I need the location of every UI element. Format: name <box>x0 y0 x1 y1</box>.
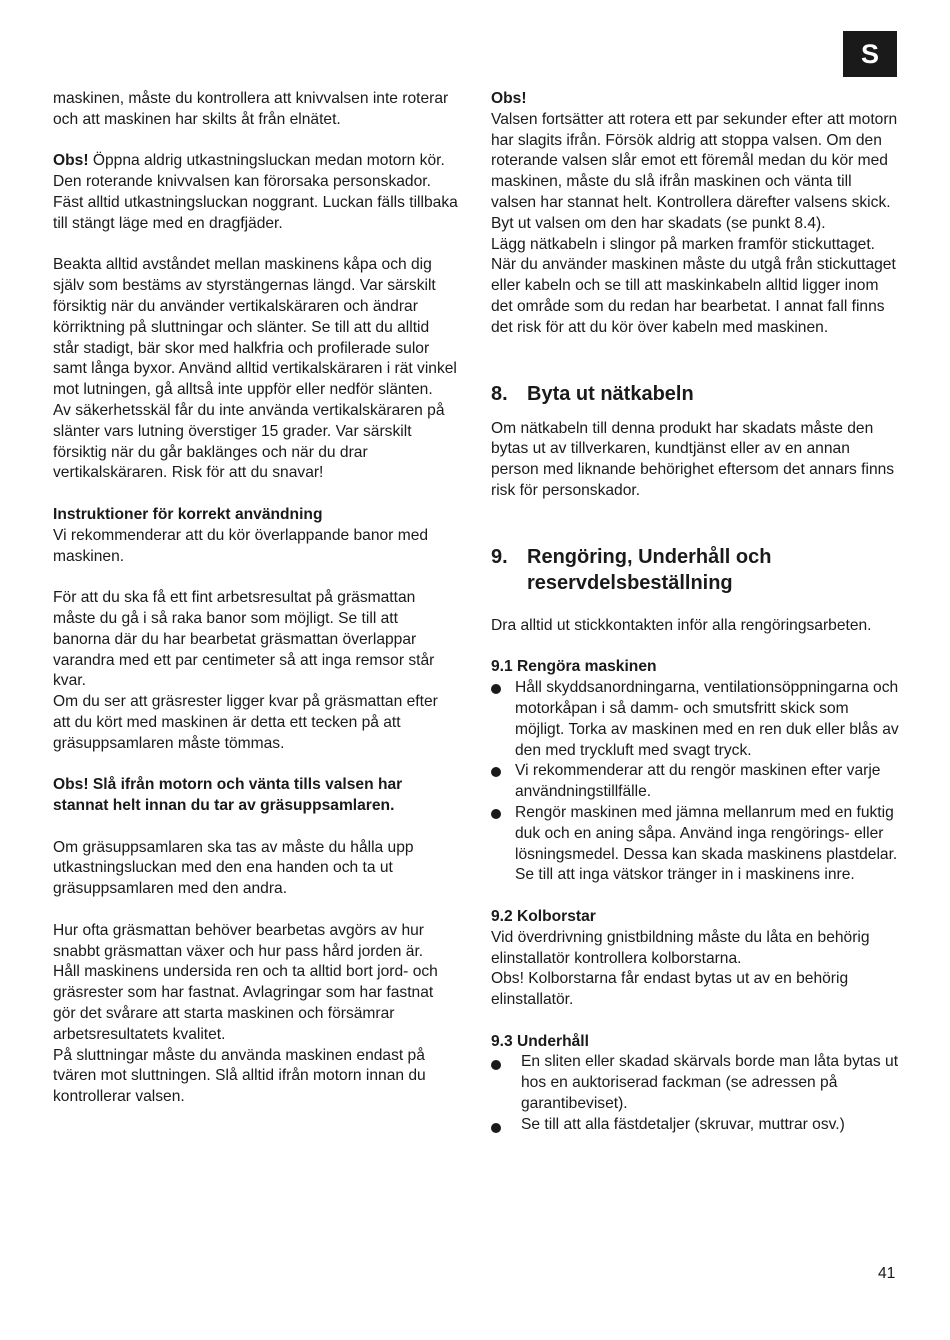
section-9-heading <box>491 544 899 596</box>
subsection-heading: 9.3 Underhåll <box>491 1032 589 1050</box>
paragraph: På sluttningar måste du använda maskinen endast på tvären mot sluttningen. Slå alltid ifrån motorn innan du kontrollerar valsen. <box>53 1046 426 1106</box>
section-title: Byta ut nätkabeln <box>527 382 694 405</box>
bullet-icon <box>491 1060 501 1070</box>
paragraph: Obs! Kolborstarna får endast bytas ut av en behörig elinstallatör. <box>491 970 849 1009</box>
list-item: En sliten eller skadad skärvals borde man låta bytas ut hos en auktoriserad fackman (se adressen på garantibeviset). <box>491 1052 899 1114</box>
warning-paragraph: Obs! Slå ifrån motorn och vänta tills valsen har stannat helt innan du tar av gräsuppsamlaren. <box>53 776 403 815</box>
section-title: Rengöring, Underhåll och reservdelsbeställning <box>527 545 772 594</box>
bullet-icon <box>491 684 501 694</box>
section-heading: Instruktioner för korrekt användning <box>53 505 323 523</box>
paragraph: Håll maskinens undersida ren och ta alltid bort jord- och gräsrester som har fastnat. Avlagringar som har fastnat gör det svårare att starta maskinen och försämrar arbetsresultatets kvalitet. <box>53 963 438 1043</box>
language-tab: S <box>843 31 897 77</box>
paragraph: Om du ser att gräsrester ligger kvar på gräsmattan efter att du kört med maskinen är detta ett tecken på att gräsuppsamlaren måste tömmas. <box>53 693 438 752</box>
bullet-icon <box>491 1123 501 1133</box>
paragraph: maskinen, måste du kontrollera att knivvalsen inte roterar och att maskinen har skilts åt från elnätet. <box>53 90 449 128</box>
bullet-icon <box>491 767 501 777</box>
paragraph: Dra alltid ut stickkontakten inför alla rengöringsarbeten. <box>491 616 872 634</box>
list-item: Se till att alla fästdetaljer (skruvar, muttrar osv.) <box>491 1115 899 1136</box>
obs-heading: Obs! <box>491 90 527 107</box>
paragraph: Vi rekommenderar att du kör överlappande banor med maskinen. <box>53 526 429 565</box>
paragraph: Vid överdrivning gnistbildning måste du låta en behörig elinstallatör kontrollera kolborstarna. <box>491 928 870 967</box>
paragraph <box>53 151 458 234</box>
right-column <box>491 89 899 1136</box>
section-8-heading <box>491 381 899 407</box>
list-item: Vi rekommenderar att du rengör maskinen efter varje användningstillfälle. <box>491 761 899 803</box>
paragraph: Valsen fortsätter att rotera ett par sekunder efter att motorn har slagits ifrån. Försök aldrig att stoppa valsen. Om den roterande valsen slår emot ett föremål medan du kör med maskinen, måste du slå ifrån maskinen och vänta till valsen har stannat helt. Kontrollera därefter valsens skick. Byt ut valsen om den har skadats (se punkt 8.4). <box>491 110 898 232</box>
subsection-heading: 9.1 Rengöra maskinen <box>491 658 657 676</box>
bullet-list <box>491 1052 899 1135</box>
paragraph: Om gräsuppsamlaren ska tas av måste du hålla upp utkastningsluckan med den ena handen och ta ut gräsuppsamlaren med den andra. <box>53 838 414 898</box>
bullet-icon <box>491 809 501 819</box>
section-number: 8. <box>491 382 508 405</box>
list-item: Håll skyddsanordningarna, ventilationsöppningarna och motorkåpan i så damm- och smutsfritt skick som möjligt. Torka av maskinen med en ren duk eller blås av den med tryckluft med svagt tryck. <box>491 678 899 761</box>
paragraph: Lägg nätkabeln i slingor på marken framför stickuttaget. När du använder maskinen måste du utgå från stickuttaget eller kabeln och se till att maskinkabeln alltid ligger inom det område som du redan har bearbetat. I annat fall finns det risk för att du kör över kabeln med maskinen. <box>491 235 896 336</box>
paragraph: Beakta alltid avståndet mellan maskinens kåpa och dig själv som bestäms av styrstängernas längd. Var särskilt försiktig när du använder vertikalskäraren och ändrar körriktning på sluttningar och slänter. Se till att du alltid står stadigt, bär skor med halkfria och profilerade sulor samt långa byxor. Använd alltid vertikalskäraren i rät vinkel mot lutningen, gå alltså inte uppför eller nedför slänten. <box>53 256 457 399</box>
paragraph: Av säkerhetsskäl får du inte använda vertikalskäraren på slänter vars lutning överstiger 15 grader. Var särskilt försiktig när du går baklänges och när du drar vertikalskäraren. Risk för att du snavar! <box>53 401 445 482</box>
paragraph: Om nätkabeln till denna produkt har skadats måste den bytas ut av tillverkaren, kundtjänst eller av en annan person med liknande behörighet eftersom det annars finns risk för personskador. <box>491 419 895 499</box>
obs-label: Obs! <box>53 152 89 170</box>
bullet-list <box>491 678 899 886</box>
paragraph: För att du ska få ett fint arbetsresultat på gräsmattan måste du gå i så raka banor som möjligt. Se till att banorna där du har bearbetat gräsmattan överlappar varandra med ett par centimeter så att inga remsor står kvar. <box>53 589 435 690</box>
paragraph-text: Öppna aldrig utkastningsluckan medan motorn kör. Den roterande knivvalsen kan förorsaka personskador. Fäst alltid utkastningsluckan noggrant. Luckan fälls tillbaka till stängt läge med en dragfjäder. <box>53 152 458 232</box>
left-column <box>53 89 458 1108</box>
page-number: 41 <box>878 1265 896 1282</box>
subsection-heading: 9.2 Kolborstar <box>491 907 596 925</box>
paragraph: Hur ofta gräsmattan behöver bearbetas avgörs av hur snabbt gräsmattan växer och hur pass hård jorden är. <box>53 921 424 960</box>
list-item: Rengör maskinen med jämna mellanrum med en fuktig duk och en aning såpa. Använd inga rengörings- eller lösningsmedel. Dessa kan skada maskinens plastdelar. Se till att inga vätskor tränger in i maskinens inre. <box>491 803 899 886</box>
section-number: 9. <box>491 545 508 568</box>
